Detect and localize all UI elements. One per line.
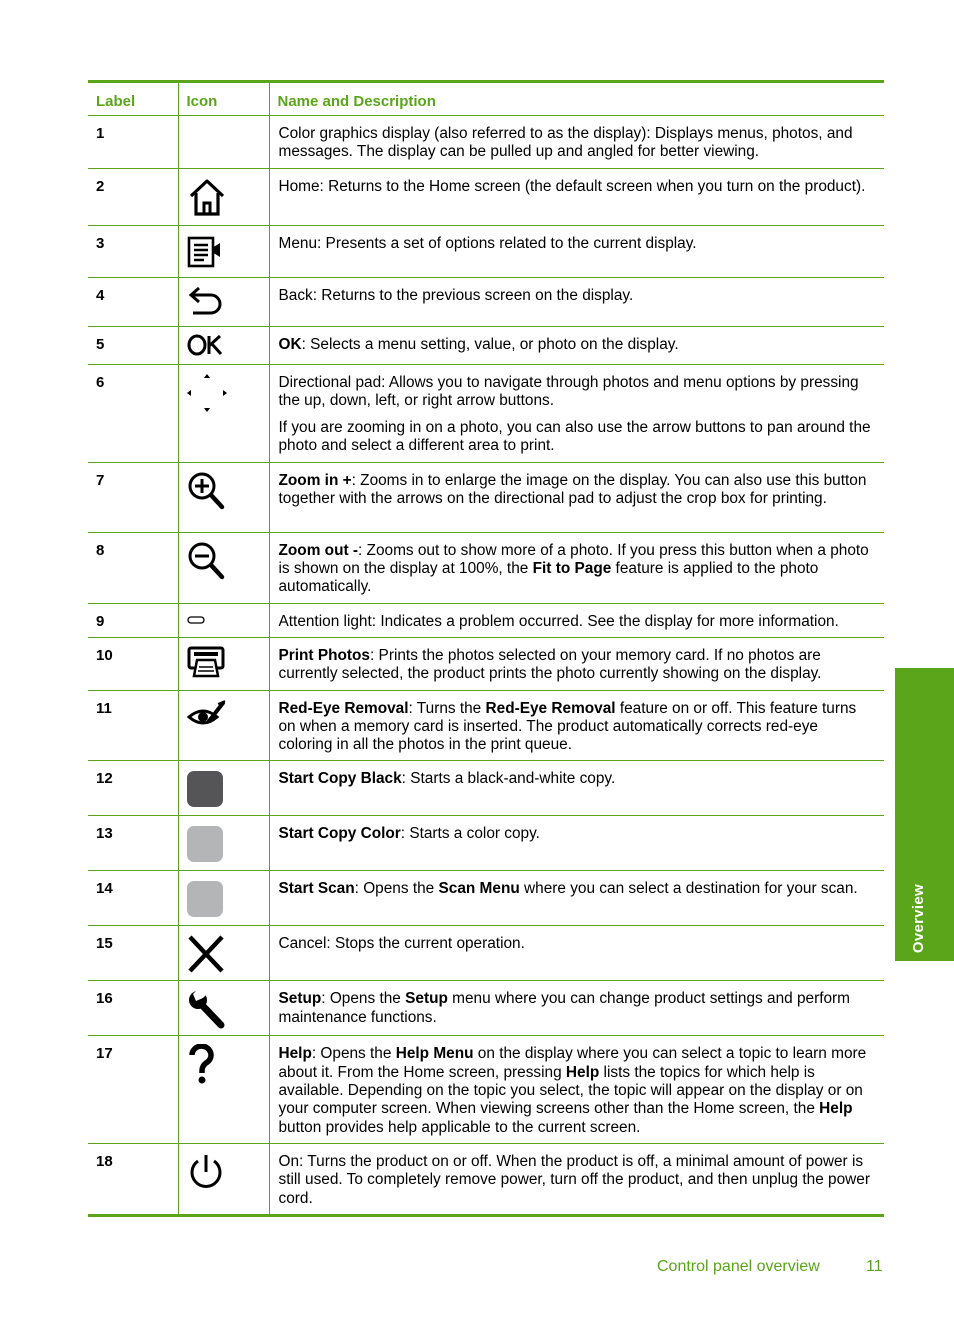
table-row [88,603,884,637]
row-label: 7 [88,462,178,532]
zoom-out-icon [187,541,225,581]
table-row [88,116,884,169]
table-row [88,364,884,462]
icon-cell [178,603,269,637]
row-label: 4 [88,277,178,326]
side-tab-label: Overview [910,883,927,953]
row-description: Menu: Presents a set of options related to the current display. [269,225,884,277]
header-icon: Icon [178,82,269,116]
table-row [88,532,884,603]
table-row [88,690,884,761]
print-photos-icon [187,646,227,678]
icon-cell [178,225,269,277]
red-eye-icon [187,699,227,731]
row-label: 15 [88,926,178,981]
icon-cell [178,871,269,926]
row-description: Help: Opens the Help Menu on the display where you can select a topic to learn more about it. From the Home screen, pressing Help lists the topics for which help is available. Depending on the topic you select, the topic will appear on the display or on your computer screen. When viewing screens other than the Home screen, the Help button provides help applicable to the current screen. [269,1036,884,1143]
icon-cell [178,981,269,1036]
start-copy-color-icon [187,826,223,862]
icon-cell [178,116,269,169]
icon-cell [178,761,269,816]
table-row [88,816,884,871]
menu-icon [187,234,223,270]
footer-page-number: 11 [866,1258,883,1275]
header-label: Label [88,82,178,116]
table-row [88,1036,884,1143]
row-description: On: Turns the product on or off. When the product is off, a minimal amount of power is still used. To completely remove power, turn off the product, and then unplug the power cord. [269,1143,884,1215]
directional-pad-icon [187,373,227,413]
icon-cell [178,462,269,532]
icon-cell [178,1036,269,1143]
row-description: Cancel: Stops the current operation. [269,926,884,981]
table-row [88,462,884,532]
row-label: 3 [88,225,178,277]
row-description: Start Copy Color: Starts a color copy. [269,816,884,871]
icon-cell [178,168,269,225]
row-label: 9 [88,603,178,637]
icon-cell [178,364,269,462]
row-description: Zoom in +: Zooms in to enlarge the image on the display. You can also use this button together with the arrows on the directional pad to adjust the crop box for printing. [269,462,884,532]
row-label: 11 [88,690,178,761]
table-row [88,871,884,926]
attention-light-icon [187,615,207,625]
table-row [88,637,884,690]
ok-icon [187,333,225,357]
row-description: Color graphics display (also referred to as the display): Displays menus, photos, and messages. The display can be pulled up and angled for better viewing. [269,116,884,169]
row-description: Setup: Opens the Setup menu where you can change product settings and perform maintenance functions. [269,981,884,1036]
setup-wrench-icon [187,989,227,1029]
row-label: 13 [88,816,178,871]
row-description: Back: Returns to the previous screen on the display. [269,277,884,326]
row-label: 5 [88,326,178,364]
zoom-in-icon [187,471,225,511]
row-label: 1 [88,116,178,169]
row-label: 10 [88,637,178,690]
row-label: 14 [88,871,178,926]
row-description: Start Copy Black: Starts a black-and-white copy. [269,761,884,816]
cancel-icon [187,934,225,974]
icon-cell [178,277,269,326]
table-row [88,225,884,277]
table-row [88,168,884,225]
row-description: Start Scan: Opens the Scan Menu where you can select a destination for your scan. [269,871,884,926]
row-description: Home: Returns to the Home screen (the default screen when you turn on the product). [269,168,884,225]
row-description: Red-Eye Removal: Turns the Red-Eye Removal feature on or off. This feature turns on when a memory card is inserted. The product automatically corrects red-eye coloring in all the photos in the print queue. [269,690,884,761]
row-label: 6 [88,364,178,462]
table-row [88,981,884,1036]
control-panel-table [88,80,884,1217]
icon-cell [178,690,269,761]
row-label: 18 [88,1143,178,1215]
back-icon [187,286,225,318]
help-icon [187,1044,217,1084]
section-side-tab [895,668,954,961]
table-row [88,326,884,364]
table-row [88,1143,884,1215]
table-row [88,277,884,326]
row-label: 12 [88,761,178,816]
row-label: 2 [88,168,178,225]
start-copy-black-icon [187,771,223,807]
row-description: Print Photos: Prints the photos selected on your memory card. If no photos are currently selected, the product prints the photo currently showing on the display. [269,637,884,690]
row-description: OK: Selects a menu setting, value, or photo on the display. [269,326,884,364]
table-row [88,926,884,981]
start-scan-icon [187,881,223,917]
header-name-description: Name and Description [269,82,884,116]
icon-cell [178,816,269,871]
footer-section-title: Control panel overview [657,1258,820,1275]
row-label: 8 [88,532,178,603]
row-description: Attention light: Indicates a problem occurred. See the display for more information. [269,603,884,637]
icon-cell [178,1143,269,1215]
row-label: 16 [88,981,178,1036]
icon-cell [178,532,269,603]
table-header-row [88,82,884,116]
power-icon [187,1152,225,1192]
icon-cell [178,926,269,981]
row-label: 17 [88,1036,178,1143]
table-row [88,761,884,816]
row-description: Directional pad: Allows you to navigate through photos and menu options by pressing the up, down, left, or right arrow buttons. If you are zooming in on a photo, you can also use the arrow buttons to pan around the photo and select a different area to print. [269,364,884,462]
icon-cell [178,637,269,690]
icon-cell [178,326,269,364]
home-icon [187,177,227,217]
row-description: Zoom out -: Zooms out to show more of a photo. If you press this button when a photo is shown on the display at 100%, the Fit to Page feature is applied to the photo automatically. [269,532,884,603]
